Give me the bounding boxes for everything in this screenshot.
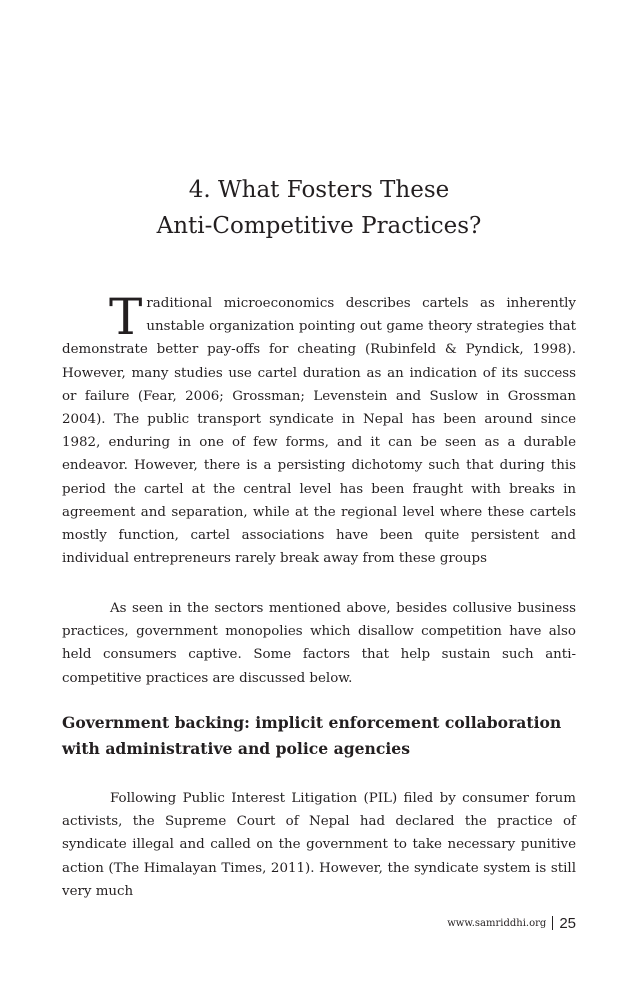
footer-separator (552, 916, 553, 930)
footer-url: www.samriddhi.org (447, 917, 547, 929)
paragraph-pil: Following Public Interest Litigation (PIL) filed by consumer forum activists, the Supreme Court of Nepal had declared the practice of syndicate illegal and called on the government to take necessary punitive action (The Himalayan Times, 2011). However, the syndicate system is still very much (62, 791, 576, 899)
chapter-title-line-1: 4. What Fosters These (188, 177, 450, 203)
drop-cap: T (109, 288, 143, 346)
chapter-title-line-2: Anti-Competitive Practices? (156, 213, 482, 239)
paragraph-intro-text: raditional microeconomics describes cartels as inherently unstable organization pointing out game theory strategies that demonstrate better pay-offs for cheating (Rubinfeld & Pyndick, 1998). However, many studies use cartel duration as an indication of its success or failure (Fear, 2006; Grossman; Levenstein and Suslow in Grossman 2004). The public transport syndicate in Nepal has been around since 1982, enduring in one of few forms, and it can be seen as a durable endeavor. However, there is a persisting dichotomy such that during this period the cartel at the central level has been fraught with breaks in agreement and separation, while at the regional level where these cartels mostly function, cartel associations have been quite persistent and individual entrepreneurs rarely break away from these groups (62, 296, 576, 567)
paragraph-sectors: As seen in the sectors mentioned above, besides collusive business practices, government monopolies which disallow competition have also held consumers captive. Some factors that help sustain such anti-competitive practices are discussed below. (62, 601, 576, 686)
page-number: 25 (559, 914, 576, 932)
page-footer (447, 914, 576, 932)
paragraph-intro (62, 288, 576, 570)
chapter-title (0, 172, 638, 244)
section-heading: Government backing: implicit enforcement collaboration with administrative and police agencies (62, 713, 562, 758)
